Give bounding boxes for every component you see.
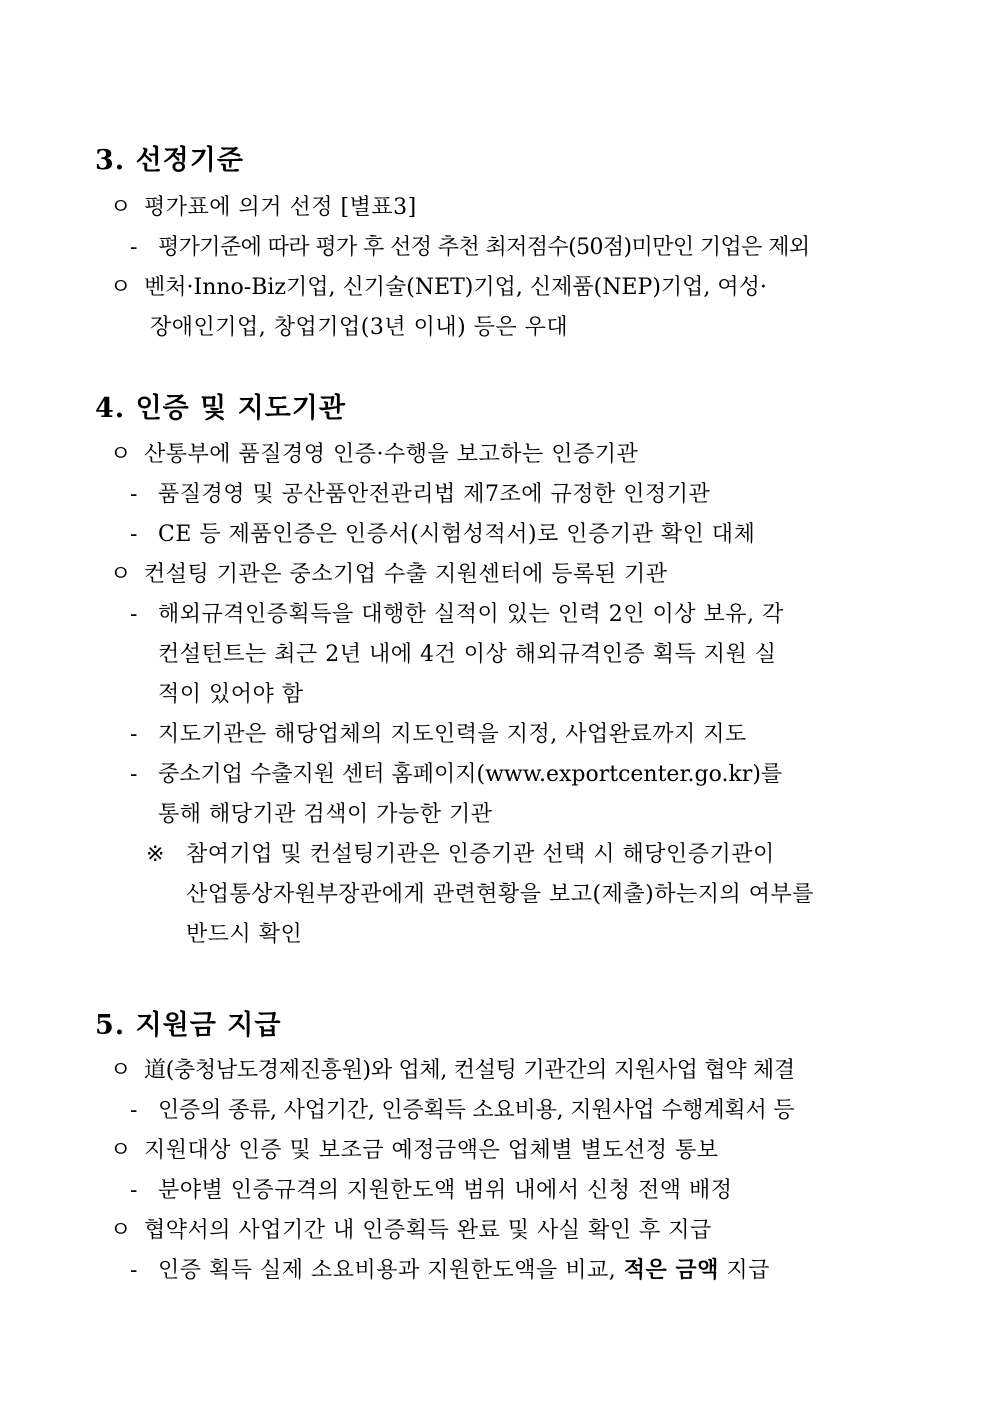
bullet-mark: ㅇ — [110, 442, 132, 467]
sub-bullet-item — [130, 230, 810, 261]
bullet-text: 컨설팅 기관은 중소기업 수출 지원센터에 등록된 기관 — [144, 562, 668, 587]
bullet-mark: ㅇ — [110, 1138, 132, 1163]
section-heading-4: 4. 인증 및 지도기관 — [95, 393, 346, 424]
sub-bullet-item — [130, 597, 784, 628]
reference-mark: ※ — [146, 842, 165, 867]
sub-bullet-continuation: 적이 있어야 함 — [158, 682, 304, 707]
bullet-item — [110, 1213, 712, 1244]
bullet-text: 벤처·Inno-Biz기업, 신기술(NET)기업, 신제품(NEP)기업, 여성· — [144, 275, 767, 300]
dash-mark: - — [130, 602, 138, 627]
sub-bullet-item — [130, 517, 755, 548]
dash-mark: - — [130, 1098, 138, 1123]
note-item — [146, 837, 775, 868]
dash-mark: - — [130, 235, 137, 260]
bullet-mark: ㅇ — [110, 1218, 132, 1243]
note-text: 참여기업 및 컨설팅기관은 인증기관 선택 시 해당인증기관이 — [186, 842, 775, 867]
sub-bullet-continuation: 컨설턴트는 최근 2년 내에 4건 이상 해외규격인증 획득 지원 실 — [158, 642, 777, 667]
note-continuation: 산업통상자원부장관에게 관련현황을 보고(제출)하는지의 여부를 — [186, 882, 814, 907]
sub-bullet-item — [130, 757, 782, 788]
sub-bullet-continuation: 통해 해당기관 검색이 가능한 기관 — [158, 802, 493, 827]
sub-bullet-text: 지도기관은 해당업체의 지도인력을 지정, 사업완료까지 지도 — [158, 722, 747, 747]
sub-bullet-text: 해외규격인증획득을 대행한 실적이 있는 인력 2인 이상 보유, 각 — [158, 602, 784, 627]
bullet-mark: ㅇ — [110, 1058, 131, 1083]
bullet-text: 산통부에 품질경영 인증·수행을 보고하는 인증기관 — [144, 442, 639, 467]
bullet-text: 지원대상 인증 및 보조금 예정금액은 업체별 별도선정 통보 — [144, 1138, 719, 1163]
sub-bullet-item — [130, 1253, 770, 1284]
bullet-mark: ㅇ — [110, 275, 132, 300]
bullet-text: 협약서의 사업기간 내 인증획득 완료 및 사실 확인 후 지급 — [144, 1218, 712, 1243]
sub-bullet-text: 품질경영 및 공산품안전관리법 제7조에 규정한 인정기관 — [158, 482, 711, 507]
bullet-mark: ㅇ — [110, 562, 132, 587]
bullet-item — [110, 1133, 719, 1164]
bullet-text: 道(충청남도경제진흥원)와 업체, 컨설팅 기관간의 지원사업 협약 체결 — [144, 1058, 795, 1083]
sub-bullet-text: CE 등 제품인증은 인증서(시험성적서)로 인증기관 확인 대체 — [158, 522, 756, 547]
sub-bullet-tail: 지급 — [726, 1258, 770, 1283]
sub-bullet-text: 평가기준에 따라 평가 후 선정 추천 최저점수(50점)미만인 기업은 제외 — [158, 235, 810, 260]
sub-bullet-item — [130, 1093, 794, 1124]
dash-mark: - — [130, 522, 138, 547]
emphasis-text: 적은 금액 — [623, 1257, 719, 1283]
dash-mark: - — [130, 482, 138, 507]
dash-mark: - — [130, 1178, 138, 1203]
bullet-mark: ㅇ — [110, 195, 132, 220]
bullet-item — [110, 190, 417, 221]
bullet-item — [110, 270, 767, 301]
sub-bullet-item — [130, 1173, 733, 1204]
sub-bullet-text: 중소기업 수출지원 센터 홈페이지(www.exportcenter.go.kr)를 — [158, 762, 783, 787]
bullet-item — [110, 557, 668, 588]
dash-mark: - — [130, 1258, 138, 1283]
bullet-continuation: 장애인기업, 창업기업(3년 이내) 등은 우대 — [150, 315, 569, 340]
section-heading-3: 3. 선정기준 — [95, 145, 244, 176]
note-continuation: 반드시 확인 — [186, 922, 303, 947]
bullet-item — [110, 437, 638, 468]
sub-bullet-item — [130, 717, 747, 748]
bullet-item — [110, 1053, 795, 1084]
sub-bullet-text: 인증의 종류, 사업기간, 인증획득 소요비용, 지원사업 수행계획서 등 — [158, 1098, 795, 1123]
dash-mark: - — [130, 722, 138, 747]
bullet-text: 평가표에 의거 선정 [별표3] — [144, 195, 417, 220]
sub-bullet-text: 인증 획득 실제 소요비용과 지원한도액을 비교, — [158, 1258, 617, 1283]
section-heading-5: 5. 지원금 지급 — [95, 1010, 282, 1041]
sub-bullet-item — [130, 477, 710, 508]
dash-mark: - — [130, 762, 138, 787]
sub-bullet-text: 분야별 인증규격의 지원한도액 범위 내에서 신청 전액 배정 — [158, 1178, 733, 1203]
